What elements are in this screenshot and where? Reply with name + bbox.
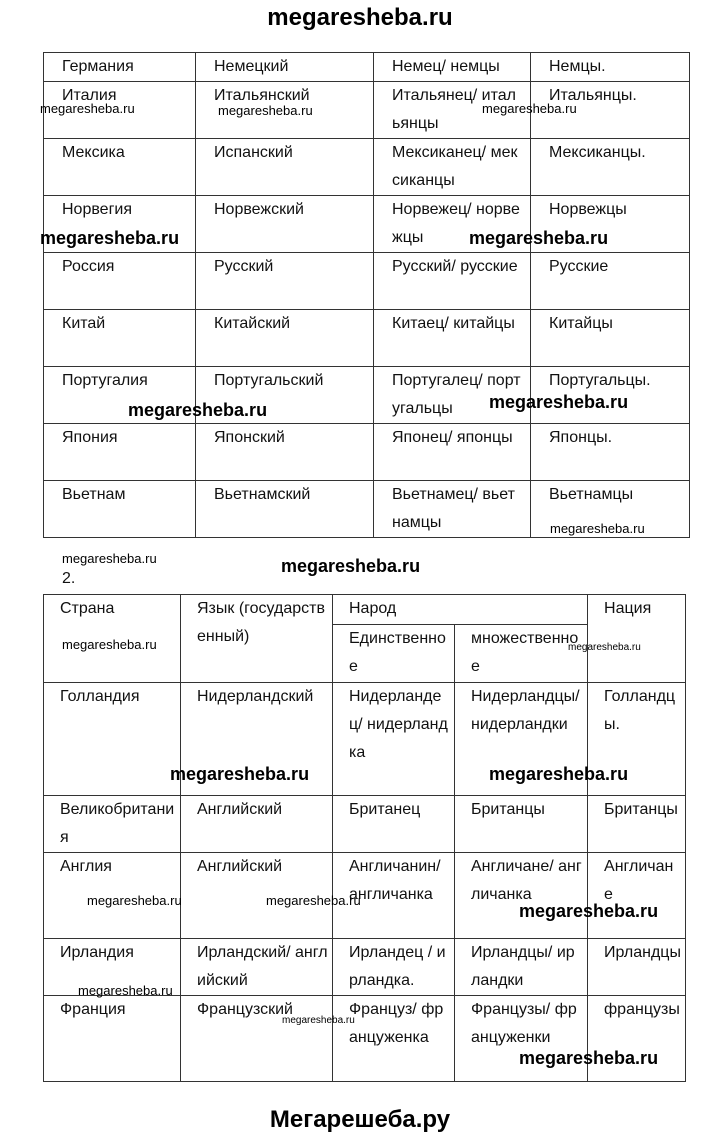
header-singular: Единственное <box>333 625 455 683</box>
table-cell: Франция <box>44 996 181 1082</box>
table-cell: Китай <box>44 310 196 367</box>
table-cell: Италия <box>44 82 196 139</box>
watermark: megaresheba.ru <box>62 637 157 652</box>
table-cell: Ирландия <box>44 939 181 996</box>
table-cell: Ирландец / ирландка. <box>333 939 455 996</box>
table-cell: Китаец/ китайцы <box>374 310 531 367</box>
watermark: megaresheba.ru <box>550 521 645 536</box>
header-plural: множественное <box>455 625 588 683</box>
table-cell: Португальский <box>196 367 374 424</box>
table-cell: Нидерландцы/ нидерландки <box>455 683 588 796</box>
table-cell: Британец <box>333 796 455 853</box>
table-cell: Англичане <box>588 853 686 939</box>
table-row <box>44 139 690 196</box>
watermark: megaresheba.ru <box>218 103 313 118</box>
nationality-table-1 <box>43 52 690 538</box>
table-cell: Англичанин/ англичанка <box>333 853 455 939</box>
footer-title: Мегарешеба.ру <box>269 1106 451 1133</box>
table-cell: Нидерландский <box>181 683 333 796</box>
table-row <box>44 310 690 367</box>
table-cell: Немец/ немцы <box>374 53 531 82</box>
table-cell: Мексиканец/ мексиканцы <box>374 139 531 196</box>
table-cell: Англия <box>44 853 181 939</box>
nationality-table-2 <box>43 594 686 1082</box>
table-cell: Французский <box>181 996 333 1082</box>
table-cell: Японцы. <box>531 424 690 481</box>
table-cell: Немецкий <box>196 53 374 82</box>
table-cell: Японский <box>196 424 374 481</box>
watermark: megaresheba.ru <box>87 893 182 908</box>
table-cell: Португалия <box>44 367 196 424</box>
header-country: Страна <box>44 595 181 683</box>
header-people: Народ <box>333 595 588 625</box>
watermark: megaresheba.ru <box>78 983 173 998</box>
table-cell: Норвежец/ норвежцы <box>374 196 531 253</box>
table-cell: Вьетнам <box>44 481 196 538</box>
table-cell: Вьетнамский <box>196 481 374 538</box>
table-cell: Англичане/ англичанка <box>455 853 588 939</box>
watermark: megaresheba.ru <box>519 901 659 921</box>
watermark: megaresheba.ru <box>266 893 361 908</box>
task-number: 2. <box>62 570 76 587</box>
table-cell: Итальянцы. <box>531 82 690 139</box>
watermark: megaresheba.ru <box>62 551 157 566</box>
watermark: megaresheba.ru <box>40 228 180 248</box>
watermark: megaresheba.ru <box>519 1048 659 1068</box>
table-cell: Английский <box>181 796 333 853</box>
table-cell: Ирландский/ английский <box>181 939 333 996</box>
watermark: megaresheba.ru <box>482 101 577 116</box>
table-row <box>44 253 690 310</box>
table-cell: Русские <box>531 253 690 310</box>
table-cell: Китайцы <box>531 310 690 367</box>
watermark: megaresheba.ru <box>40 101 135 116</box>
table-cell: Нидерландец/ нидерландка <box>333 683 455 796</box>
table-cell: Британцы <box>455 796 588 853</box>
table-row <box>44 796 686 853</box>
table-cell: Русский/ русские <box>374 253 531 310</box>
table-cell: Вьетнамец/ вьетнамцы <box>374 481 531 538</box>
table-cell: Норвежцы <box>531 196 690 253</box>
table-cell: Испанский <box>196 139 374 196</box>
table-cell: французы <box>588 996 686 1082</box>
table-cell: Норвегия <box>44 196 196 253</box>
table-cell: Итальянец/ итальянцы <box>374 82 531 139</box>
table-cell: Мексиканцы. <box>531 139 690 196</box>
table-cell: Ирландцы/ ирландки <box>455 939 588 996</box>
table-cell: Мексика <box>44 139 196 196</box>
table-cell: Вьетнамцы <box>531 481 690 538</box>
table-row <box>44 82 690 139</box>
table-cell: Ирландцы <box>588 939 686 996</box>
watermark: megaresheba.ru <box>282 1015 355 1026</box>
table-cell: Британцы <box>588 796 686 853</box>
table-cell: Английский <box>181 853 333 939</box>
table-cell: Япония <box>44 424 196 481</box>
table-cell: Японец/ японцы <box>374 424 531 481</box>
watermark: megaresheba.ru <box>489 392 629 412</box>
watermark: megaresheba.ru <box>281 556 421 576</box>
watermark: megaresheba.ru <box>568 642 641 653</box>
header-language: Язык (государственный) <box>181 595 333 683</box>
table-cell: Голландия <box>44 683 181 796</box>
table-cell: Итальянский <box>196 82 374 139</box>
table-cell: Голландцы. <box>588 683 686 796</box>
table-cell: Китайский <box>196 310 374 367</box>
table-cell: Португальцы. <box>531 367 690 424</box>
table-cell: Португалец/ португальцы <box>374 367 531 424</box>
table-row <box>44 53 690 82</box>
watermark: megaresheba.ru <box>170 764 310 784</box>
watermark: megaresheba.ru <box>128 400 268 420</box>
table-cell: Француз/ француженка <box>333 996 455 1082</box>
table-row <box>44 424 690 481</box>
table-cell: Россия <box>44 253 196 310</box>
watermark: megaresheba.ru <box>489 764 629 784</box>
table-cell: Немцы. <box>531 53 690 82</box>
table-cell: Норвежский <box>196 196 374 253</box>
table-cell: Германия <box>44 53 196 82</box>
header-nation: Нация <box>588 595 686 683</box>
table-cell: Великобритания <box>44 796 181 853</box>
table-cell: Французы/ француженки <box>455 996 588 1082</box>
watermark: megaresheba.ru <box>469 228 609 248</box>
site-title: megaresheba.ru <box>267 4 453 31</box>
table-cell: Русский <box>196 253 374 310</box>
